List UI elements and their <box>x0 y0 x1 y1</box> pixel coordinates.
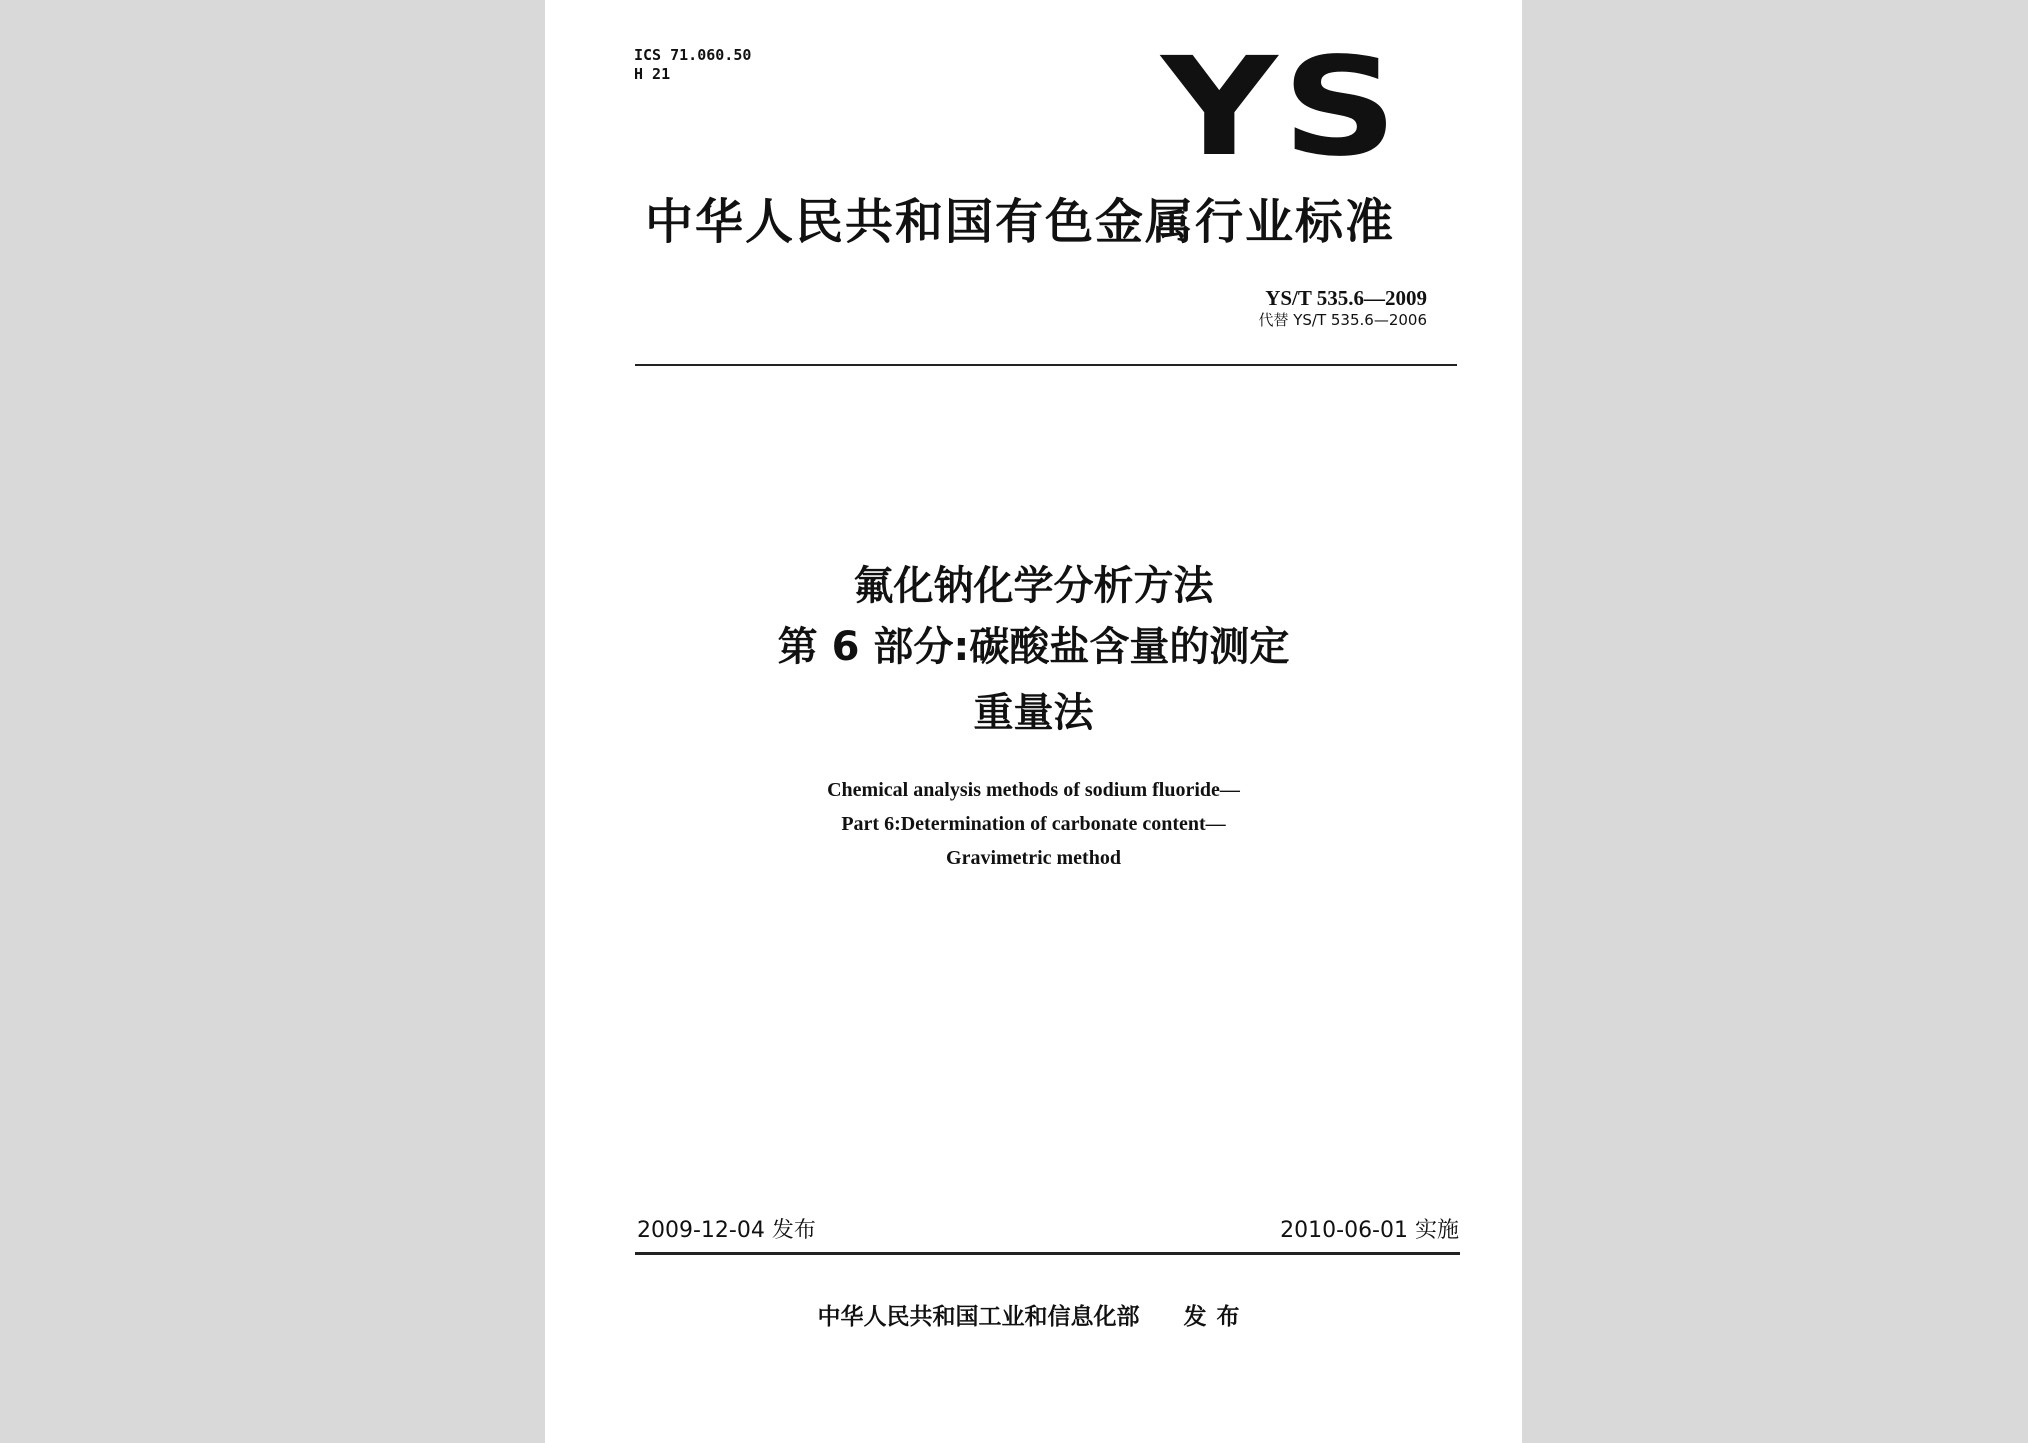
title-en-line2: Part 6:Determination of carbonate content— <box>841 813 1226 835</box>
title-en-line1: Chemical analysis methods of sodium fluoride— <box>827 779 1240 801</box>
ccs-code: H 21 <box>634 65 671 83</box>
issuer-name: 中华人民共和国工业和信息化部 <box>817 1304 1140 1330</box>
title-cn-line3: 重量法 <box>973 690 1094 736</box>
ys-logo: YS <box>1160 29 1402 187</box>
issuer-action: 发布 <box>1183 1304 1250 1330</box>
implementation-date: 2010-06-01 实施 <box>1280 1218 1459 1243</box>
issuer-line <box>545 1302 1522 1332</box>
title-en-line3: Gravimetric method <box>946 847 1121 869</box>
header-divider <box>635 364 1457 366</box>
title-cn-line2: 第 6 部分:碳酸盐含量的测定 <box>777 624 1290 670</box>
organization-title: 中华人民共和国有色金属行业标准 <box>645 194 1396 250</box>
issue-date: 2009-12-04 发布 <box>637 1218 816 1243</box>
replaces-standard: 代替 YS/T 535.6—2006 <box>1258 311 1427 329</box>
classification-codes <box>634 46 751 84</box>
footer-divider <box>635 1252 1460 1255</box>
title-cn-line1: 氟化钠化学分析方法 <box>853 563 1214 609</box>
document-page <box>545 0 1522 1443</box>
ics-code: ICS 71.060.50 <box>634 46 752 64</box>
standard-number: YS/T 535.6—2009 <box>1265 286 1427 310</box>
standard-number-block <box>1258 286 1427 330</box>
